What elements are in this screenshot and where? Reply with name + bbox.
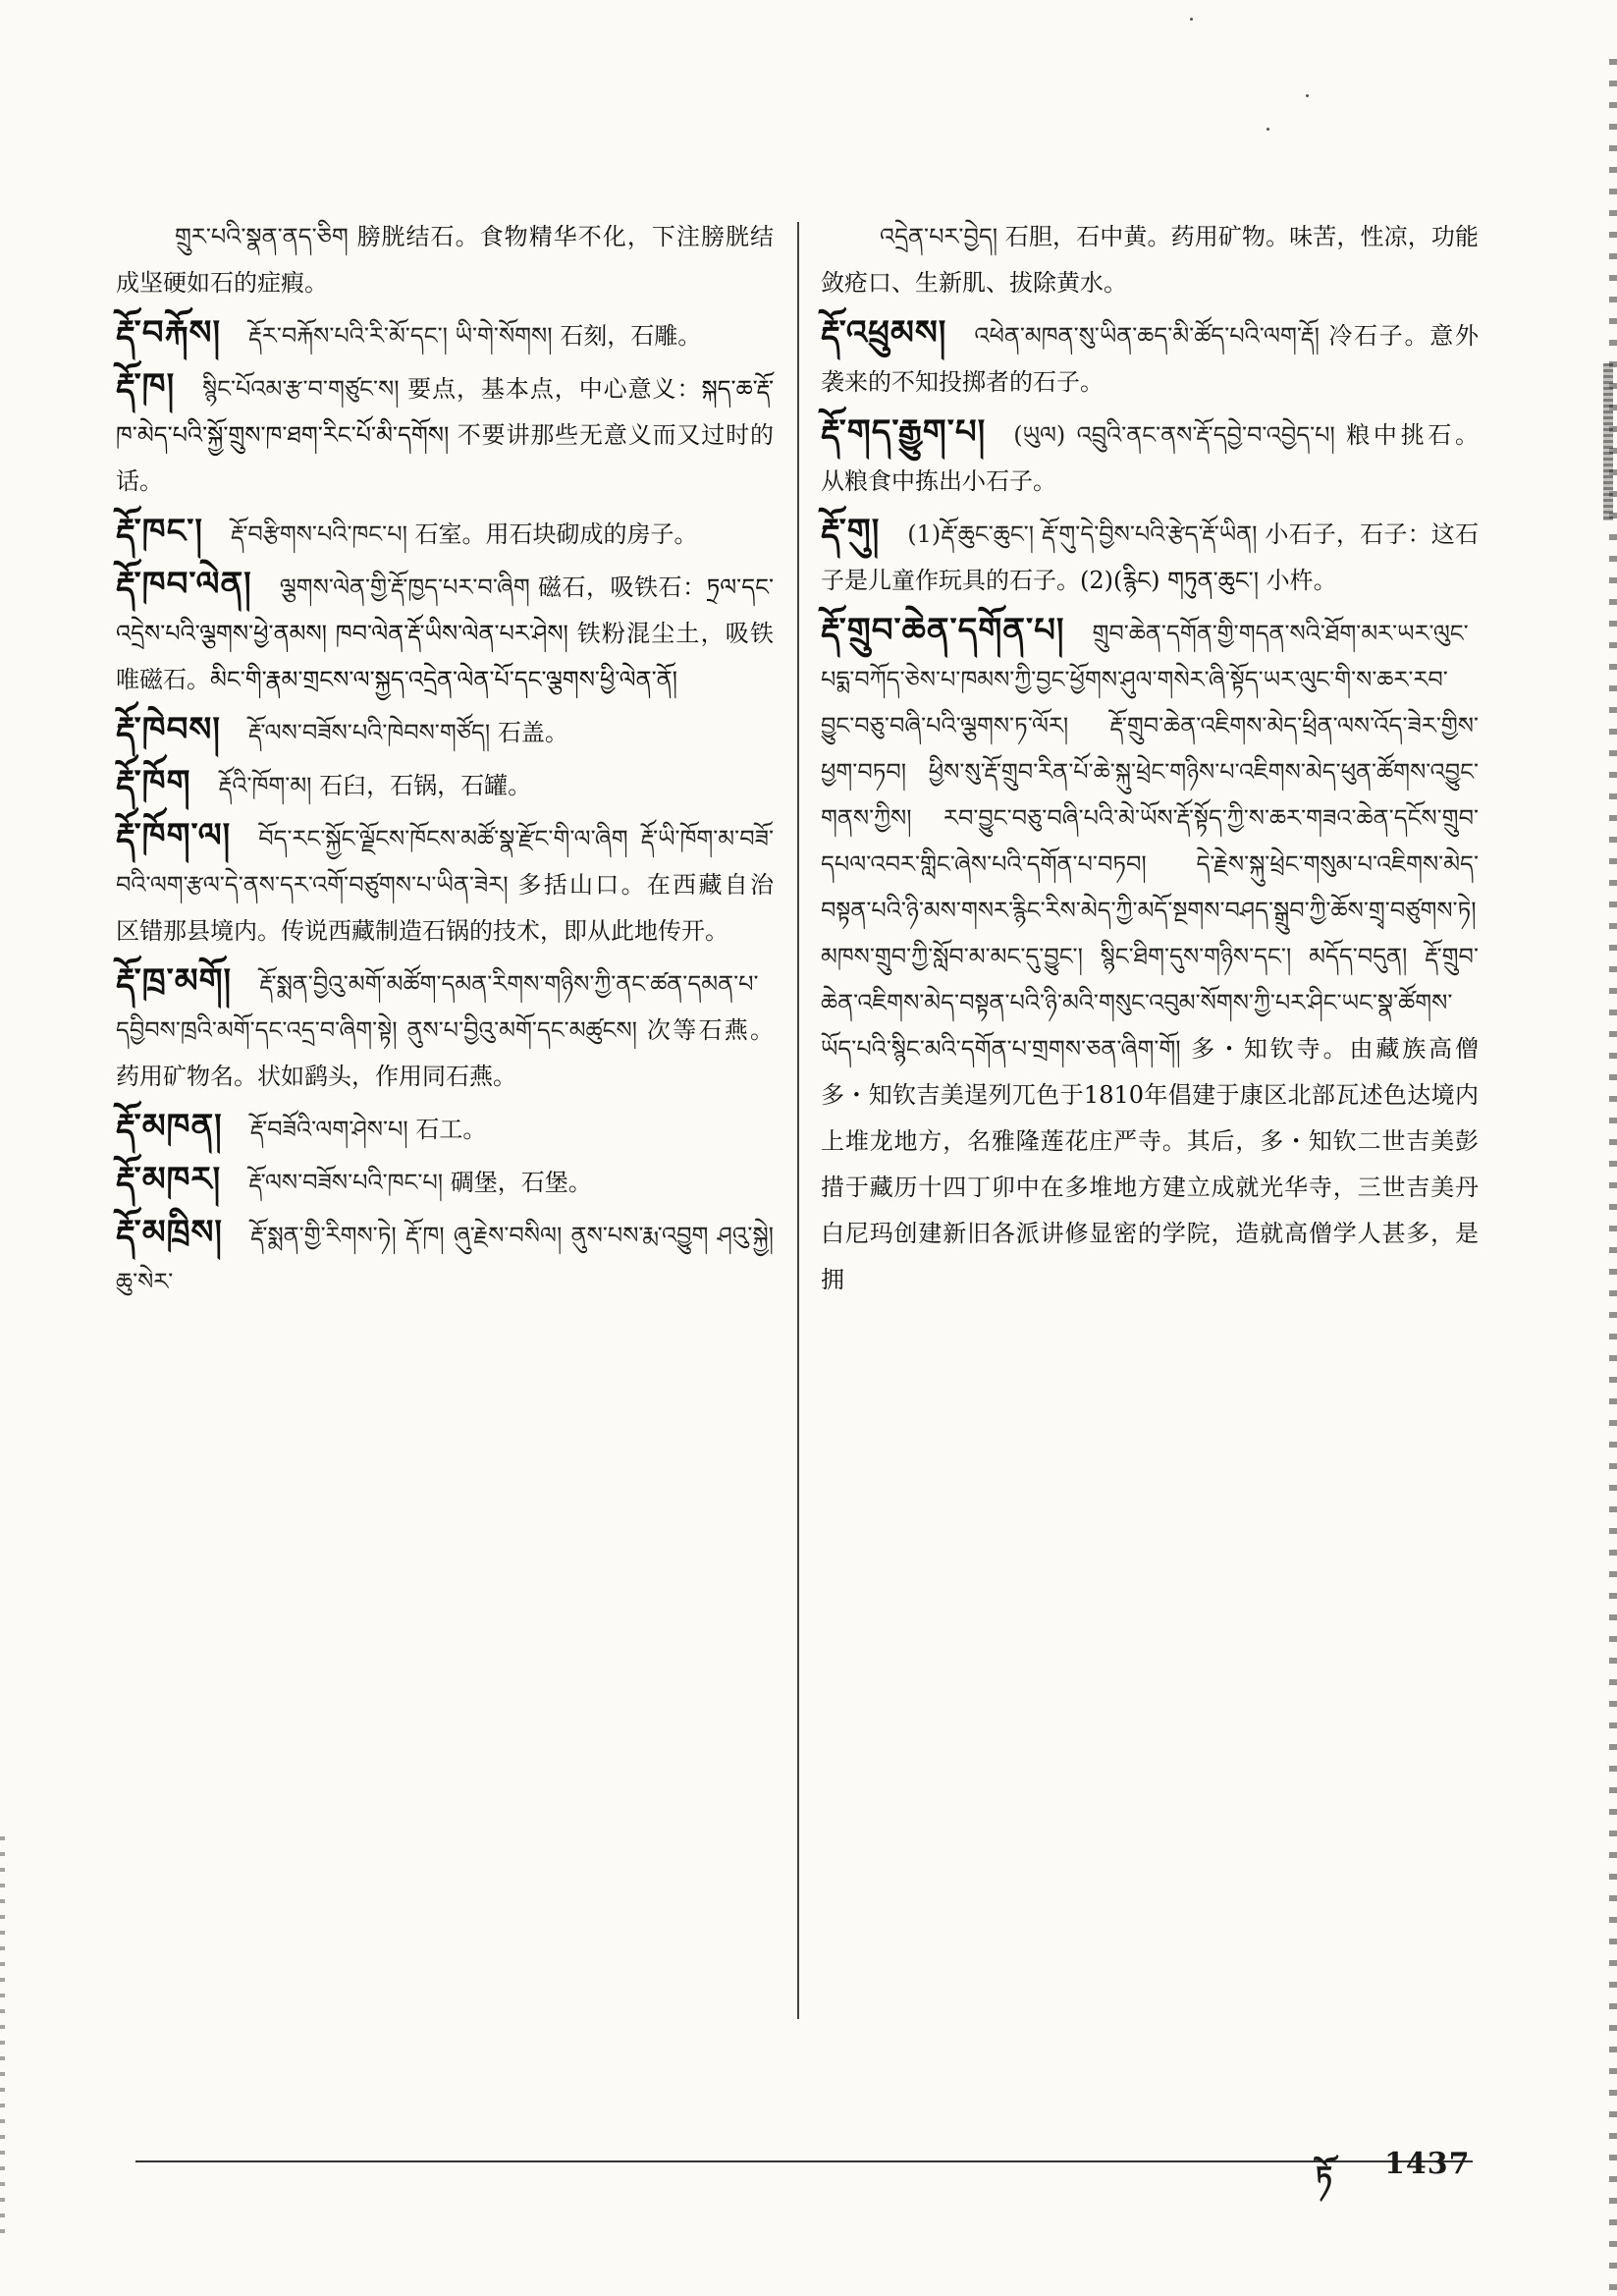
entry-chinese-definition: 要点，基本点，中心意义：སྐད་ཆ་རྡོ་ཁ་མེད་པའི་སྐྱོ་གྲུས་ཁ་ཐག་རིང་པོ་མི་དགོས། 不要讲那些无意义而又过时的话。 bbox=[116, 375, 775, 495]
entry-headword: རྡོ་ཁོག bbox=[116, 763, 191, 802]
entry-chinese-definition: 石盖。 bbox=[497, 719, 568, 746]
entry-tibetan-definition: སྙིང་པོའམ་རྩ་བ་གཙུང་ས། bbox=[202, 375, 408, 403]
entry-headword: རྡོ་གད་རྒྱུག་པ། bbox=[821, 412, 987, 452]
dictionary-entry bbox=[116, 813, 774, 955]
entry-tibetan-definition: རྡོར་བརྐོས་པའི་རི་མོ་དང་། ཡི་གེ་སོགས། bbox=[248, 322, 561, 350]
entry-headword: རྡོ་གྲུབ་ཆེན་དགོན་པ། bbox=[821, 611, 1065, 650]
entry-chinese-definition: 次等石燕。药用矿物名。状如鹞头，作用同石燕。 bbox=[116, 1016, 775, 1090]
entry-tibetan-definition: རྡོའི་ཁོག་མ། bbox=[218, 772, 320, 799]
dictionary-entry bbox=[116, 310, 774, 359]
dictionary-entry bbox=[116, 760, 774, 809]
scan-edge-band bbox=[1603, 363, 1613, 520]
entry-chinese-definition: 小石子，石子：这石子是儿童作玩具的石子。(2)(རྙིང) གཏུན་ཆུང་། 小杵。 bbox=[821, 520, 1480, 594]
entry-continuation bbox=[116, 214, 774, 306]
left-column bbox=[116, 214, 774, 1309]
dictionary-entry bbox=[116, 562, 774, 703]
entry-tibetan-definition: གྲུབ་ཆེན་དགོན་གྱི་གདན་སའི་ཐོག་མར་ཡར་ལུང་པདྨ་བཀོད་ཅེས་པ་ཁམས་ཀྱི་བྱང་ཕྱོགས་ཤུལ་གསེར་ཞི་སྟོད་ཡར་ལུང་གི་ས་ཆར་རབ་བྱུང་བཅུ་བཞི་པའི་ལྕགས་ཏ་ལོར། རྡོ་གྲུབ་ཆེན་འཇིགས་མེད་ཕྲིན་ལས་འོད་ཟེར་གྱིས་ཕྱག་བཏབ། ཕྱིས་སུ་རྡོ་གྲུབ་རིན་པོ་ཆེ་སྐུ་ཕྲེང་གཉིས་པ་འཇིགས་མེད་ཕུན་ཚོགས་འབྱུང་གནས་ཀྱིས། རབ་བྱུང་བཅུ་བཞི་པའི་མེ་ཡོས་རྡོ་སྟོད་ཀྱི་ས་ཆར་གཟའ་ཆེན་དངོས་གྲུབ་དཔལ་འབར་གླིང་ཞེས་པའི་དགོན་པ་བཏབ། དེ་རྗེས་སྐུ་ཕྲེང་གསུམ་པ་འཇིགས་མེད་བསྟན་པའི་ཉི་མས་གསར་རྙིང་རིས་མེད་ཀྱི་མདོ་སྔགས་བཤད་སྒྲུབ་ཀྱི་ཆོས་གྲྭ་བཙུགས་ཏེ། མཁས་གྲུབ་ཀྱི་སློབ་མ་མང་དུ་བྱུང་། སྙིང་ཐིག་དུས་གཉིས་དང་། མདོད་བདུན། རྡོ་གྲུབ་ཆེན་འཇིགས་མེད་བསྟན་པའི་ཉི་མའི་གསུང་འབུམ་སོགས་ཀྱི་པར་ཤིང་ཡང་སྣ་ཚོགས་ཡོད་པའི་སྙིང་མའི་དགོན་པ་གྲགས་ཅན་ཞིག་གོ། bbox=[821, 620, 1479, 1063]
entry-chinese-definition: 石室。用石块砌成的房子。 bbox=[414, 520, 698, 548]
dictionary-entry bbox=[116, 1210, 774, 1305]
entry-headword: རྡོ་ཁྲ་མགོ། bbox=[116, 961, 233, 1001]
entry-headword: རྡོ་གུ། bbox=[821, 512, 881, 551]
dictionary-entry bbox=[116, 1157, 774, 1206]
entry-continuation bbox=[821, 214, 1479, 306]
scan-speck bbox=[1306, 94, 1309, 97]
scan-speck bbox=[1267, 128, 1269, 131]
entry-tibetan-definition: འཕེན་མཁན་སུ་ཡིན་ཆད་མི་ཚོད་པའི་ལག་རྡོ། bbox=[974, 322, 1329, 350]
footer-rule bbox=[135, 2160, 1473, 2162]
dictionary-entry bbox=[116, 509, 774, 558]
entry-headword: རྡོ་མཁྲིས། bbox=[116, 1213, 223, 1252]
dictionary-entry bbox=[821, 509, 1479, 604]
entry-tibetan-definition: རྡོ་བརྩིགས་པའི་ཁང་པ། bbox=[230, 520, 415, 548]
entry-chinese-definition: 多・知钦寺。由藏族高僧多・知钦吉美逞列兀色于1810年倡建于康区北部瓦述色达境内上堆龙地方，名雅隆莲花庄严寺。其后，多・知钦二世吉美彭措于藏历十四丁卯中在多堆地方建立成就光华寺，三世吉美丹白尼玛创建新旧各派讲修显密的学院，造就高僧学人甚多，是拥 bbox=[821, 1035, 1479, 1293]
entry-tibetan-definition: རྡོ་ལས་བཟོས་པའི་ཁེབས་གཙོད། bbox=[247, 719, 498, 746]
entry-chinese-definition: 冷石子。意外袭来的不知投掷者的石子。 bbox=[821, 322, 1479, 396]
dictionary-entry bbox=[116, 363, 774, 505]
entry-tibetan-definition: བོད་རང་སྐྱོང་ལྗོངས་ཁོངས་མཚོ་སྣ་རྫོང་གི་ལ་ཞིག རྡོ་ཡི་ཁོག་མ་བཟོ་བའི་ལག་རྩལ་དེ་ནས་དར་འགོ་བཙུགས་པ་ཡིན་ཟེར། bbox=[116, 825, 774, 899]
entry-chinese-definition: 石臼，石锅，石罐。 bbox=[319, 772, 532, 799]
entry-chinese-definition: 粮中挑石。从粮食中拣出小石子。 bbox=[821, 421, 1480, 495]
entry-tibetan-definition: རྡོ་བཟོའི་ལག་ཤེས་པ། bbox=[249, 1116, 416, 1143]
entry-tibetan-definition: འདྲེན་པར་བྱེད། bbox=[880, 223, 1005, 250]
entry-tibetan-definition: གྲུར་པའི་སྣན་ནད་ཅིག bbox=[175, 223, 357, 250]
entry-headword: རྡོ་ཁོག་ལ། bbox=[116, 816, 232, 855]
entry-tibetan-definition: (ཡུལ) འབྲུའི་ནང་ནས་རྡོ་དབྱེ་བ་འབྱེད་པ། bbox=[1013, 421, 1347, 449]
scan-edge-left bbox=[0, 1836, 5, 2239]
page-number: 1437 bbox=[1384, 2147, 1471, 2181]
entry-headword: རྡོ་མཁན། bbox=[116, 1107, 223, 1146]
dictionary-entry bbox=[116, 707, 774, 756]
entry-chinese-definition: 石刻，石雕。 bbox=[560, 322, 702, 350]
right-column bbox=[821, 214, 1479, 1307]
entry-chinese-definition: 膀胱结石。食物精华不化，下注膀胱结成坚硬如石的症瘕。 bbox=[116, 223, 774, 297]
entry-chinese-definition: 磁石，吸铁石：ཏྲལ་དང་འདྲེས་པའི་ལྕགས་ཕྱེ་ནམས། ཁབ་ལེན་རྡོ་ཡིས་ལེན་པར་ཤེས། 铁粉混尘土，吸铁唯磁石。མིང་གི་རྣམ་གྲངས་ལ་སྐྱད་འདྲེན་ལེན་པོ་དང་ལྕགས་ཕྱི་ལེན་ནོ། bbox=[116, 574, 774, 693]
entry-headword: རྡོ་འཕྲུམས། bbox=[821, 313, 947, 353]
scan-speck bbox=[1190, 18, 1193, 21]
column-divider bbox=[797, 222, 799, 2019]
entry-chinese-definition: 石胆，石中黄。药用矿物。味苦，性凉，功能敛疮口、生新肌、拔除黄水。 bbox=[821, 223, 1479, 297]
entry-headword: རྡོ་ཁང་། bbox=[116, 512, 203, 551]
dictionary-entry bbox=[821, 608, 1479, 1303]
dictionary-entry bbox=[821, 310, 1479, 406]
dictionary-entry bbox=[116, 958, 774, 1100]
entry-tibetan-definition: ལྕགས་ལེན་གྱི་རྡོ་ཁྱད་པར་བ་ཞིག bbox=[279, 574, 538, 601]
dictionary-entry bbox=[821, 410, 1479, 505]
entry-headword: རྡོ་ཁབ་ལེན། bbox=[116, 565, 252, 604]
running-head: ཏོ bbox=[1316, 2160, 1333, 2195]
entry-tibetan-definition: རྡོ་ལས་བཟོས་པའི་ཁང་པ། bbox=[248, 1169, 451, 1196]
entry-tibetan-definition: རྡོ་སྨན་བྱིའུ་མགོ་མཚོག་དམན་རིགས་གཉིས་ཀྱི་ནང་ཚན་དམན་པ་དབྱིབས་ཁྲའི་མགོ་དང་འདྲ་བ་ཞིག་སྟེ། ནུས་པ་བྱིའུ་མགོ་དང་མཚུངས། bbox=[116, 970, 759, 1044]
entry-headword: རྡོ་མཁར། bbox=[116, 1160, 222, 1199]
entry-chinese-definition: 碉堡，石堡。 bbox=[450, 1169, 592, 1196]
entry-chinese-definition: 多括山口。在西藏自治区错那县境内。传说西藏制造石锅的技术，即从此地传开。 bbox=[116, 871, 775, 945]
entry-headword: རྡོ་བརྐོས། bbox=[116, 313, 222, 353]
dictionary-entry bbox=[116, 1104, 774, 1153]
entry-tibetan-definition: (1)རྡོ་ཆུང་ཆུང་། རྡོ་གུ་དེ་བྱིས་པའི་རྩེད་རྡོ་ཡིན། bbox=[907, 520, 1266, 548]
entry-tibetan-definition: རྡོ་སྨན་གྱི་རིགས་ཏེ། རྡོ་ཁ། ཞུ་རྗེས་བསིལ། ནུས་པས་རྨ་འབྱུག ཤའུ་སྐྱེ། ཆུ་སེར་ bbox=[116, 1222, 774, 1295]
entry-chinese-definition: 石工。 bbox=[415, 1116, 487, 1143]
entry-headword: རྡོ་ཁ། bbox=[116, 366, 176, 406]
entry-headword: རྡོ་ཁེབས། bbox=[116, 710, 221, 749]
